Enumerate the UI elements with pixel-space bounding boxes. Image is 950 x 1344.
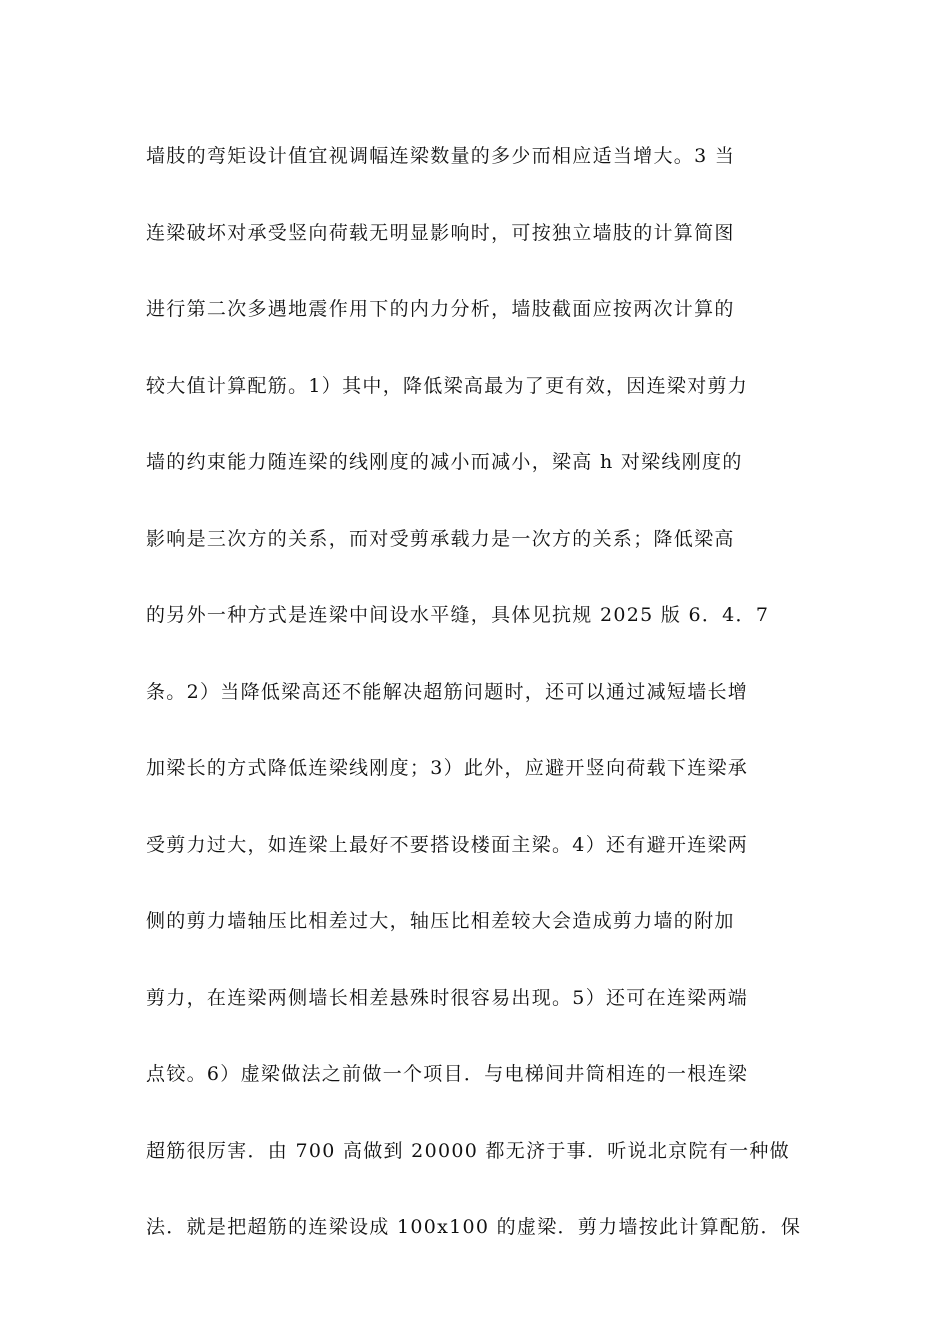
text-line-3: 进行第二次多遇地震作用下的内力分析，墙肢截面应按两次计算的 bbox=[146, 298, 735, 320]
text-line-9: 加梁长的方式降低连梁线刚度；3）此外，应避开竖向荷载下连梁承 bbox=[146, 757, 749, 779]
text-line-14: 超筋很厉害．由 700 高做到 20000 都无济于事．听说北京院有一种做 bbox=[146, 1139, 790, 1162]
text-line-7: 的另外一种方式是连梁中间设水平缝，具体见抗规 2025 版 6．4．7 bbox=[146, 604, 770, 626]
text-line-2: 连梁破坏对承受竖向荷载无明显影响时，可按独立墙肢的计算简图 bbox=[146, 221, 735, 244]
text-line-10: 受剪力过大，如连梁上最好不要搭设楼面主梁。4）还有避开连梁两 bbox=[146, 833, 749, 856]
text-line-5: 墙的约束能力随连梁的线刚度的减小而减小，梁高 h 对梁线刚度的 bbox=[146, 451, 743, 473]
text-line-11: 侧的剪力墙轴压比相差过大，轴压比相差较大会造成剪力墙的附加 bbox=[146, 910, 735, 932]
text-line-13: 点铰。6）虚梁做法之前做一个项目．与电梯间井筒相连的一根连梁 bbox=[146, 1063, 749, 1085]
text-line-12: 剪力，在连梁两侧墙长相差悬殊时很容易出现。5）还可在连梁两端 bbox=[146, 986, 749, 1009]
body-paragraph bbox=[146, 118, 806, 1266]
text-line-8: 条。2）当降低梁高还不能解决超筋问题时，还可以通过减短墙长增 bbox=[146, 680, 749, 703]
text-line-15: 法．就是把超筋的连梁设成 100x100 的虚梁．剪力墙按此计算配筋．保 bbox=[146, 1216, 802, 1238]
text-line-6: 影响是三次方的关系，而对受剪承载力是一次方的关系；降低梁高 bbox=[146, 527, 735, 550]
text-line-1: 墙肢的弯矩设计值宜视调幅连梁数量的多少而相应适当增大。3 当 bbox=[146, 145, 736, 167]
text-line-4: 较大值计算配筋。1）其中，降低梁高最为了更有效，因连梁对剪力 bbox=[146, 374, 749, 397]
